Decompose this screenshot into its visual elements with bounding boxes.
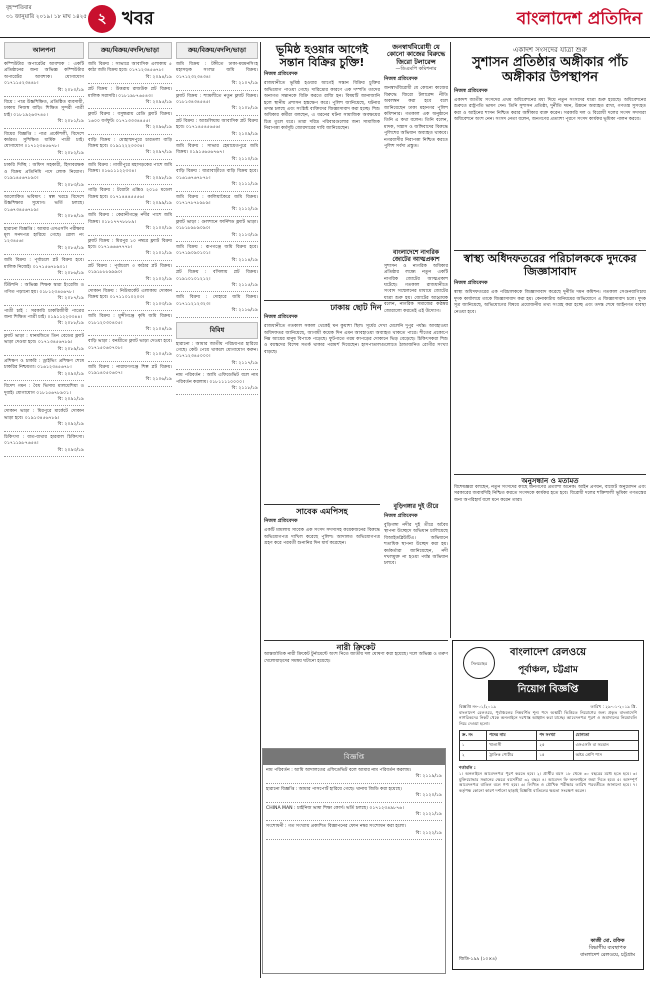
notice-rules: ১। অনলাইনে আবেদনপত্র পূরণ করতে হবে। ২। প্রার্থীর বয়স ১৮ থেকে ৩০ বছরের মধ্যে হতে হবে। ৩। মুক্তিযোদ্ধার সন্তানের ক্ষেত্রে বয়সসীমা ৩২ বছর। ৪। আবেদন ফি অনলাইনে জমা দিতে হবে। ৫। অসম্পূর্ণ আবেদনপত্র বাতিল বলে গণ্য হবে। ৬। লিখিত ও মৌখিক পরীক্ষার তারিখ পরবর্তীতে জানানো হবে। ৭। কর্তৃপক্ষ কোনো কারণ দর্শানো ছাড়াই বিজ্ঞপ্তি বাতিলের ক্ষমতা সংরক্ষণ করেন।	[459, 770, 637, 793]
classified-ad-text: ফ্ল্যাট বিক্রয় : বসুন্ধরায় রেডি ফ্ল্যাট বিক্রয়। ১৬০০ বর্গফুট। ০১৭১৩৩৩৪৪৫৫।	[88, 112, 172, 124]
notice-org: বাংলাদেশ রেলওয়ে	[509, 647, 587, 658]
classified-ad-text: বাড়ি ভাড়া : বনশ্রীতে ফ্ল্যাট ভাড়া দেওয়া হবে। ০১৭১৫০৬০৭০৮।	[88, 339, 172, 351]
story-body: রাজধানীতে গতকাল সকাল থেকেই ঘন কুয়াশা ছিল। সূর্যের দেখা মেলেনি দুপুর পর্যন্ত। আবহাওয়া অধিদফতর জানিয়েছে, আগামী কয়েক দিন এমন আবহাওয়া অব্যাহত থাকতে পারে। শীতের প্রকোপে নিম্ন আয়ের মানুষ বিপাকে পড়েছে। ফুটপাতে গরম কাপড়ের দোকানে ভিড় বেড়েছে। চিকিৎসকরা শিশু ও বয়স্কদের বিশেষ সতর্ক থাকার পরামর্শ দিয়েছেন। হাসপাতালগুলোতে ঠান্ডাজনিত রোগীর সংখ্যা বাড়ছে।	[264, 324, 448, 355]
classified-ad	[88, 365, 172, 387]
classified-ad	[4, 359, 84, 381]
classified-ad	[176, 270, 258, 292]
classified-ad-code: বি: ২০৮৮/১৯	[57, 321, 84, 327]
classified-ad-text: চিকিৎসা : বাত-ব্যথার হারবাল চিকিৎসা। ০১৭১১৯৮৭৬৫৪।	[4, 434, 84, 447]
story-byline: নিজস্ব প্রতিবেদক	[264, 314, 298, 321]
classified-ad-text: আলোকিত ভবিষ্যৎ : স্বল্প খরচে বিদেশে উচ্চশিক্ষার সুযোগ। ভর্তি চলছে। ০১৬৭৩৪৫৬৭৮৯।	[4, 194, 84, 213]
classified-ad-text: হারানো : আমার জাতীয় পরিচয়পত্র হারিয়ে গেছে। কেউ পেয়ে থাকলে যোগাযোগ করুন। ০১৭১২৩৪৫০০০।	[176, 341, 258, 360]
notice-intro: বাংলাদেশ রেলওয়ে, পূর্বাঞ্চলের নিম্নবর্ণিত শূন্য পদে অস্থায়ী ভিত্তিতে নিয়োগের জন্য প্রকৃত বাংলাদেশি নাগরিকদের নিকট থেকে অনলাইনে দরখাস্ত আহ্বান করা যাচ্ছে। আবেদনপত্র পূরণ ও জমাদানের নিয়মাবলি নিচে দেওয়া হলো।	[459, 709, 637, 726]
classified-ad-code: বি: ২১০০/১৯	[145, 226, 172, 232]
notice-table-header: ক্র. নং	[460, 731, 487, 741]
classified-ad	[176, 62, 258, 91]
story-headline: বুড়িগঙ্গার দুই তীরে	[393, 503, 439, 510]
story-body: একাদশ জাতীয় সংসদের প্রথম অধিবেশনের মধ্য দিয়ে নতুন সংসদের যাত্রা শুরু হয়েছে। অধিবেশনের শুরুতে রাষ্ট্রপতি ভাষণ দেন। তিনি সুশাসন প্রতিষ্ঠা, দুর্নীতি দমন, উন্নয়ন অব্যাহত রাখা, গণতন্ত্র সুসংহত করা ও আইনের শাসন নিশ্চিত করার অঙ্গীকার ব্যক্ত করেন। সরকারি দল ও বিরোধী দলের সংসদ সদস্যরা অধিবেশনে অংশ নেন। সংসদ নেতা বলেন, জনগণের প্রত্যাশা পূরণে সংসদ কার্যকর ভূমিকা পালন করবে।	[454, 97, 646, 123]
notice-table-cell: ২	[460, 751, 487, 761]
dateline	[6, 4, 87, 22]
column-divider	[260, 42, 261, 978]
notice-table-cell: এসএসসি বা সমমান	[573, 741, 638, 751]
classified-ad	[266, 787, 442, 803]
classified-ad-text: জমি বিক্রয় : কালিয়াকৈরে জমি বিক্রয়। ০১৭১৭৮৭৮৯৮৯।	[176, 194, 258, 206]
recruitment-notice	[452, 640, 644, 970]
story-byline: নিজস্ব প্রতিবেদক	[454, 87, 488, 94]
classified-ad-text: জমি বিক্রয় : নারায়ণগঞ্জে শিল্প প্লট বিক্রয়। ০১৯১৪০৫০৬০৭।	[88, 364, 172, 377]
classified-ad	[176, 342, 258, 371]
classified-ad	[88, 62, 172, 84]
notice-box	[262, 748, 446, 974]
classifieds-subhead: বিবিধ	[176, 322, 258, 339]
section-title: খবর	[122, 8, 154, 29]
story-body: জনস্বার্থবিরোধী যে কোনো কাজের বিরুদ্ধে জিরো টলারেন্স নীতি অবলম্বন করা হবে বলে জানিয়েছেন ঢাকা মহানগর পুলিশ কমিশনার। গতকাল এক অনুষ্ঠানে তিনি এ কথা বলেন। তিনি বলেন, মাদক, সন্ত্রাস ও জঙ্গিবাদের বিরুদ্ধে পুলিশের অভিযান অব্যাহত থাকবে। নগরবাসীর নিরাপত্তা নিশ্চিত করতে পুলিশ সর্বদা প্রস্তুত।	[384, 86, 448, 150]
classifieds-column-1	[4, 42, 84, 978]
classified-ad-text: পাত্রী চাই : সরকারি চাকরিজীবী পাত্রের জন্য শিক্ষিত পাত্রী চাই। ০১৯১১২২৩৩৪৪।	[4, 308, 84, 320]
classified-ad	[266, 806, 442, 822]
classified-ad-text: বাড়ি বিক্রয় : মোহাম্মদপুরে চারতলা বাড়ি বিক্রয় হবে। ০১৯১২২২৩৩৩৪।	[88, 137, 172, 150]
story-health-acc	[454, 250, 646, 470]
notice-org-sub: পূর্বাঞ্চল, চট্টগ্রাম	[518, 665, 578, 675]
classified-ad-code: বি: ২১১২/১৯	[231, 207, 258, 213]
classifieds-head: ক্রয়/বিক্রয়/বদলি/ভাড়া	[88, 42, 172, 59]
classified-ad-text: বাড়ি বিক্রয় : যাত্রাবাড়ীতে বাড়ি বিক্রয় হবে। ০১৬১৬৭৬৭৮৭৮।	[176, 169, 258, 181]
classified-ad-text: প্লট বিক্রয় : পূর্বাচলে ৩ কাঠার প্লট বিক্রয়। ০১৯১৮৮৮৯৯৯০।	[88, 263, 172, 276]
sign-title: বিভাগীয় ব্যবস্থাপক	[588, 945, 627, 951]
notice-table	[459, 730, 639, 761]
story-citizen-alliance	[384, 249, 448, 314]
classified-ad-text: টিউশনি : অভিজ্ঞ শিক্ষক দ্বারা ইংরেজি ও গণিত পড়ানো হয়। ০১৮১২৩৪৫৬৭৮।	[4, 283, 84, 295]
classified-ad-text: কম্পিউটার অপারেটর আবশ্যক : একটি প্রতিষ্ঠানের জন্য অভিজ্ঞ কম্পিউটার অপারেটর আবশ্যক। যোগাযোগ ০১৭১১৫২৩৪৪৮।	[4, 62, 84, 87]
classified-ad	[176, 195, 258, 217]
classified-ad-code: বি: ২১০৮/১৯	[231, 106, 258, 112]
classified-ad-text: প্রশিক্ষণ ও চাকরি : ড্রাইভিং প্রশিক্ষণ শেষে চাকরির নিশ্চয়তা। ০১৬১২৩৪৫৬৭৮।	[4, 359, 84, 371]
classified-ad	[88, 163, 172, 185]
classified-ad	[4, 227, 84, 256]
story-cricket	[264, 640, 448, 744]
notice-ref: বিজ্ঞপ্তি নং-০১/২০১৯	[459, 704, 497, 709]
story-body: বিশেষজ্ঞরা বলছেন, নতুন সংসদের কাছে জনগণের প্রত্যাশা অনেক। আইন প্রণয়ন, বাজেট অনুমোদন এবং সরকারের জবাবদিহি নিশ্চিত করতে সংসদকে কার্যকর হতে হবে। বিরোধী দলের শক্তিশালী ভূমিকা গণতন্ত্রের জন্য অপরিহার্য বলে মনে করেন তারা।	[454, 485, 646, 503]
classified-ad-text: CHINA MAN : চাইনিজ ভাষা শিক্ষা কোর্স। ভর্তি চলছে। ০১৭১২৩৪৯৮৭৬।	[266, 805, 404, 811]
classified-ad-text: হারানো বিজ্ঞপ্তি : আমার পাসপোর্ট হারিয়ে গেছে। থানায় জিডি করা হয়েছে।	[266, 786, 402, 792]
notice-box-head: বিজ্ঞপ্তি	[263, 749, 445, 765]
classified-ad-code: বি: ২১০৯/১৯	[231, 131, 258, 137]
classified-ad-code: বি: ২০৮৯/১৯	[57, 346, 84, 352]
story-body: বুড়িগঙ্গা নদীর দুই তীরে অবৈধ স্থাপনা উচ্ছেদে অভিযান চালিয়েছে বিআইডব্লিউটিএ। অভিযানে শতাধিক স্থাপনা উচ্ছেদ করা হয়। কর্মকর্তারা জানিয়েছেন, নদী দখলমুক্ত না হওয়া পর্যন্ত অভিযান চলবে।	[384, 522, 448, 567]
classified-ad-code: বি: ২০৮০/১৯	[57, 87, 84, 93]
classified-ad	[4, 409, 84, 431]
classified-ad-text: প্লট বিক্রয় : বসিলায় প্লট বিক্রয়। ০১৯১০১০১২১২।	[176, 270, 258, 282]
classified-ad-code: বি: ২১০৬/১৯	[145, 377, 172, 383]
classified-ad-text: ফ্ল্যাট বিক্রয় : মিরপুর ১০ নম্বরে ফ্ল্যাট বিক্রয় হবে। ০১৭১৬৬৬৭৭৭৮।	[88, 238, 172, 250]
classified-ad-code: বি: ২১২০/১৯	[415, 793, 442, 799]
classified-ad	[4, 435, 84, 457]
notice-table-cell: ২৫	[537, 741, 573, 751]
story-body: রাজধানীতে ভূমিষ্ঠ হওয়ার আগেই সন্তান বিক্রির চুক্তির অভিযোগ পাওয়া গেছে। দারিদ্র্যের কারণে এক দম্পতি তাদের অনাগত সন্তানকে বিক্রি করতে রাজি হন। বিষয়টি জানাজানি হলে স্থানীয় প্রশাসন হস্তক্ষেপ করে। পুলিশ জানিয়েছে, ঘটনার তদন্ত চলছে এবং সংশ্লিষ্ট ব্যক্তিদের জিজ্ঞাসাবাদ করা হচ্ছে। শিশু অধিকার কর্মীরা বলছেন, এ ধরনের ঘটনা সামাজিক অবক্ষয়ের চিত্র তুলে ধরে। তারা দরিদ্র পরিবারগুলোর জন্য সামাজিক নিরাপত্তা কর্মসূচি জোরদারের দাবি জানিয়েছেন।	[264, 81, 380, 132]
classifieds-column-2	[88, 42, 172, 978]
classifieds-column-3	[176, 42, 258, 978]
classified-ad-text: গাড়ি বিক্রয় : টয়োটা এক্সিও ২০১৫ মডেল বিক্রয় হবে। ০১৭১৪৪৪৫৫৫৬।	[88, 188, 172, 200]
notice-table-row	[460, 741, 639, 751]
classified-ad-code: বি: ২১২২/১৯	[415, 830, 442, 836]
notice-rules-head: শর্তাবলি :	[459, 765, 476, 771]
notice-table-row	[460, 751, 639, 761]
classified-ad-text: জমি বিক্রয় : গাজীপুরে মহাসড়কের পাশে জমি বিক্রয়। ০১৬১১১২২৩৩৪।	[88, 162, 172, 175]
classified-ad	[176, 295, 258, 317]
notice-table-cell: ১	[460, 741, 487, 751]
notice-code: জিডি-১৯৯ (১০×৪)	[459, 957, 497, 962]
classified-ad-text: জমি বিক্রয় : সাভারে আবাসিক এলাকায় ৫ কাঠা জমি বিক্রয় হবে। ০১৭১২৩৪৫৬৭৮।	[88, 62, 172, 74]
classified-ad-code: বি: ২০৯১/১৯	[57, 397, 84, 403]
classified-ad-text: জমি বিক্রয় : টঙ্গীতে ঢাকা-ময়মনসিংহ মহাসড়ক সংলগ্ন জমি বিক্রয়। ০১৭১২৩২৩৪৩৪।	[176, 62, 258, 80]
classified-ad-code: বি: ২০৮৭/১৯	[57, 296, 84, 302]
classified-ad-text: বিয়ের বিজ্ঞপ্তি : পাত্র প্রকৌশলী, বিদেশে কর্মরত। সুশিক্ষিত ধার্মিক পাত্রী চাই। যোগাযোগ ০১৭১২৩৪৫৬৭৮।	[4, 131, 84, 150]
classified-ad-code: বি: ২১০৫/১৯	[145, 352, 172, 358]
classified-ad	[266, 824, 442, 840]
classified-ad-text: দোকান ভাড়া : মিরপুরে মার্কেটে দোকান ভাড়া হবে। ০১৯১৩৪৫৬৭৮৯।	[4, 409, 84, 421]
classified-ad	[88, 264, 172, 286]
story-body: স্বাস্থ্য অধিদফতরের এক পরিচালককে জিজ্ঞাসাবাদ করেছে দুর্নীতি দমন কমিশন। গতকাল সেগুনবাগিচায় দুদক কার্যালয়ে তাকে জিজ্ঞাসাবাদ করা হয়। কেনাকাটায় অনিয়মের অভিযোগে এ জিজ্ঞাসাবাদ চলে। দুদক সূত্র জানিয়েছে, অভিযোগের বিষয়ে প্রয়োজনীয় তথ্য সংগ্রহ করা হচ্ছে এবং তদন্ত শেষে আইনগত ব্যবস্থা নেওয়া হবে।	[454, 290, 646, 315]
classified-ad	[266, 768, 442, 784]
classified-ad-code: বি: ২১১৫/১৯	[231, 282, 258, 288]
story-byline: নিজস্ব প্রতিবেদক	[384, 76, 418, 83]
classified-ad	[4, 283, 84, 305]
classified-ad-code: বি: ২০৯৪/১৯	[145, 74, 172, 80]
classified-ad-code: বি: ২১১৩/১৯	[231, 232, 258, 238]
classified-ad-text: জমি বিক্রয় : দোহারে জমি বিক্রয়। ০১৭১১২১২৩২৩।	[176, 295, 258, 307]
classified-ad-code: বি: ২১২১/১৯	[415, 812, 442, 818]
classified-ad-text: হারানো বিজ্ঞপ্তি : আমার এসএসসি পরীক্ষার মূল সনদপত্র হারিয়ে গেছে। রোল নং ১২৩৪৫৬।	[4, 226, 84, 245]
story-body: একটি মামলায় সাবেক এক সংসদ সদস্যসহ কয়েকজনের বিরুদ্ধে অভিযোগপত্র দাখিল করেছে পুলিশ। আদালত অভিযোগপত্র গ্রহণ করে পরবর্তী শুনানির দিন ধার্য করেছেন।	[264, 528, 380, 546]
classified-ad-code: বি: ২০৮৪/১৯	[57, 214, 84, 220]
sign-org: বাংলাদেশ রেলওয়ে, চট্টগ্রাম	[580, 952, 635, 958]
classified-ad-code: বি: ২০৮২/১৯	[57, 150, 84, 156]
classified-ad-code: বি: ২০৮৩/১৯	[57, 182, 84, 188]
story-body: সুশাসন ও নাগরিক অধিকার প্রতিষ্ঠার লক্ষ্যে নতুন একটি নাগরিক জোটের আত্মপ্রকাশ ঘটেছে। গতকাল রাজধানীতে সংবাদ সম্মেলনের মাধ্যমে জোটের যাত্রা শুরু হয়। জোটের আহ্বায়ক বলেন, নাগরিক সমাজের কণ্ঠস্বর জোরালো করতেই এই উদ্যোগ।	[384, 263, 448, 314]
classified-ad-code: বি: ২১১৪/১৯	[231, 257, 258, 263]
notice-date: তারিখ : ২৯-০১-২০১৯ খ্রি.	[590, 704, 637, 709]
classified-ad	[176, 169, 258, 191]
classified-ad-text: জমি বিক্রয় : মুন্সীগঞ্জে কৃষি জমি বিক্রয়। ০১৮১২০৩০৪০৫।	[88, 314, 172, 326]
story-body: আন্তর্জাতিক নারী ক্রিকেট টুর্নামেন্টে অংশ নিতে জাতীয় দল ঘোষণা করা হয়েছে। দলে অভিজ্ঞ ও তরুণ খেলোয়াড়দের সমন্বয় ঘটানো হয়েছে।	[264, 652, 448, 664]
story-headline: জনস্বার্থবিরোধী যে কোনো কাজের বিরুদ্ধে জিরো টলারেন্স	[386, 43, 446, 66]
story-headline: সুশাসন প্রতিষ্ঠার অঙ্গীকার পাঁচ অঙ্গীকার উপস্থাপন	[472, 55, 628, 85]
classified-ad-text: সংশোধনী : গত সংখ্যায় প্রকাশিত বিজ্ঞাপনের ফোন নম্বর সংশোধন করা হলো।	[266, 824, 407, 830]
story-child-sale	[264, 44, 380, 294]
classified-ad-text: জমি বিক্রয় : রূপগঞ্জে জমি বিক্রয় হবে। ০১৭১৯০৯০১০১।	[176, 244, 258, 257]
classified-ad-text: প্লট বিক্রয় : আশুলিয়ায় আবাসিক প্লট বিক্রয় হবে। ০১৭১৪৫৪৫৬৫৬।	[176, 118, 258, 131]
story-byline: নিজস্ব প্রতিবেদক	[264, 71, 298, 78]
story-kicker: একাদশ সংসদের যাত্রা শুরু	[513, 46, 587, 54]
classified-ad-code: বি: ২০৯৫/১৯	[145, 100, 172, 106]
classified-ad	[176, 144, 258, 166]
story-parliament	[454, 44, 646, 244]
story-headline: অনুসন্ধান ও মতামত	[521, 477, 579, 485]
classified-ad-code: বি: ২১০৭/১৯	[231, 81, 258, 87]
classified-ad-text: জমি বিক্রয় : পূর্বাচলে প্লট বিক্রয় হবে। মালিক নিজেই। ০১৭১৫৬৭৮৯০১।	[4, 258, 84, 270]
classified-ad-text: ফ্ল্যাট ভাড়া : ধানমন্ডিতে তিন বেডের ফ্ল্যাট ভাড়া দেওয়া হবে। ০১৭১৩৪৫৬৭৮৯।	[4, 333, 84, 346]
classified-ad-code: বি: ২০৯৭/১৯	[145, 150, 172, 156]
classified-ad-text: প্লট বিক্রয় : উত্তরায় রাজউক প্লট বিক্রয়। মালিক সরাসরি। ০১৮১৯৮৭৬৫৪৩।	[88, 87, 172, 99]
dateline-date: ৩১ জানুয়ারি ২০১৯। ১৮ মাঘ ১৪২৫	[6, 14, 87, 20]
classified-ad	[4, 62, 84, 97]
notice-table-header: যোগ্যতা	[573, 731, 638, 741]
classified-ad-text: নাম পরিবর্তন : আমি আদালতের এফিডেভিট বলে আমার নাম পরিবর্তন করলাম।	[266, 768, 412, 773]
story-buriganga	[384, 504, 448, 634]
classified-ad-code: বি: ২১১৯/১৯	[415, 774, 442, 780]
classified-ad-code: বি: ২০৯৮/১৯	[145, 175, 172, 181]
story-byline: নিজস্ব প্রতিবেদক	[264, 518, 298, 525]
notice-table-cell: অষ্টম শ্রেণি পাস	[573, 751, 638, 761]
classified-ad-code: বি: ২০৯৬/১৯	[145, 125, 172, 131]
story-headline: নারী ক্রিকেট	[336, 643, 376, 652]
classified-ad	[4, 334, 84, 356]
classified-ad-text: দোকান বিক্রয় : নিউমার্কেট এলাকায় দোকান বিক্রয় হবে। ০১৭১১০১০২০৩।	[88, 288, 172, 301]
classified-ad	[4, 132, 84, 161]
notice-table-cell: ট্রাফিক পোর্টার	[487, 751, 537, 761]
story-headline: ঢাকায় ছোট দিন	[330, 303, 382, 312]
story-analysis	[454, 474, 646, 634]
classified-ad-code: বি: ২১১৮/১৯	[231, 386, 258, 392]
classified-ad-text: বিয়ে : পাত্র উচ্চশিক্ষিত, প্রতিষ্ঠিত ব্যবসায়ী, ঢাকায় নিজস্ব বাড়ি। শিক্ষিত সুন্দরী পাত্রী চাই। ০১৮১৯২৬৩৭৪৫।	[4, 100, 84, 118]
classified-ad-text: নাম পরিবর্তন : আমি এফিডেভিট বলে নাম পরিবর্তন করলাম। ০১৮১১১১০০০০।	[176, 373, 258, 385]
classified-ad-code: বি: ২০৮৫/১৯	[57, 245, 84, 251]
classified-ad-code: বি: ২১১১/১৯	[231, 182, 258, 188]
story-ex-mp	[264, 504, 380, 634]
classified-ad	[88, 314, 172, 336]
classified-ad-code: বি: ২১০৩/১৯	[145, 301, 172, 307]
classified-ad	[88, 138, 172, 160]
story-headline: সাবেক এমপিসহ	[296, 507, 348, 516]
notice-table-header: পদের নাম	[487, 731, 537, 741]
classified-ad	[88, 112, 172, 134]
classified-ad	[4, 309, 84, 331]
classified-ad	[4, 195, 84, 224]
classified-ad-code: বি: ২০৯৩/১৯	[57, 447, 84, 453]
story-headline: স্বাস্থ্য অধিদফতরের পরিচালককে দুদকের জিজ্ঞাসাবাদ	[463, 252, 637, 278]
classified-ad	[88, 289, 172, 311]
classified-ad	[88, 339, 172, 361]
classified-ad-text: জমি বিক্রয় : কেরানীগঞ্জে নদীর পাশে জমি বিক্রয়। ০১৮১৭৭৭৮৮৮৯।	[88, 213, 172, 225]
classified-ad-code: বি: ২০৮৬/১৯	[57, 270, 84, 276]
classified-ad-code: বি: ২১১৭/১৯	[231, 360, 258, 366]
notice-title: নিয়োগ বিজ্ঞপ্তি	[488, 680, 608, 701]
classified-ad	[176, 119, 258, 141]
classified-ad-text: ফ্ল্যাট বিক্রয় : শ্যামলীতে নতুন ফ্ল্যাট বিক্রয়। ০১৮১৩৪৩৪৫৪৫।	[176, 93, 258, 106]
classified-ad-text: জমি বিক্রয় : সাভার হেমায়েতপুরে জমি বিক্রয়। ০১৯১৫৬৫৬৭৬৭।	[176, 144, 258, 156]
classified-ad-code: বি: ২১০১/১৯	[145, 251, 172, 257]
column-divider	[450, 42, 451, 638]
story-byline: নিজস্ব প্রতিবেদক	[454, 280, 488, 287]
story-subhead: —ডিএমপি কমিশনার	[395, 66, 437, 73]
classified-ad	[4, 163, 84, 192]
classified-ad-code: বি: ২১১০/১৯	[231, 156, 258, 162]
classified-ad	[176, 245, 258, 267]
newspaper-logo: বাংলাদেশ প্রতিদিন	[516, 9, 642, 29]
classified-ad	[176, 220, 258, 242]
classifieds-head: ক্রয়/বিক্রয়/বদলি/ভাড়া	[176, 42, 258, 59]
classified-ad-code: বি: ২১১৬/১৯	[231, 308, 258, 314]
classified-ad	[88, 87, 172, 109]
notice-table-cell: ১৫	[537, 751, 573, 761]
story-headline: ভূমিষ্ঠ হওয়ার আগেই সন্তান বিক্রির চুক্তি!	[275, 43, 369, 69]
classified-ad	[176, 94, 258, 116]
classified-ad-text: চাকরি দিচ্ছি : অফিস সহকারী, হিসাবরক্ষক ও বিক্রয় প্রতিনিধি পদে লোক নিয়োগ। ০১৯১৪৫৬৭৮৯০।	[4, 163, 84, 182]
notice-table-cell: খালাসী	[487, 741, 537, 751]
classified-ad	[4, 384, 84, 406]
classified-ad-text: ফ্ল্যাট ভাড়া : গুলশানে ফার্নিশড ফ্ল্যাট ভাড়া। ০১৮১৮৯৮৯০৯০।	[176, 219, 258, 232]
notice-table-header: পদ সংখ্যা	[537, 731, 573, 741]
classified-ad-code: বি: ২১০২/১৯	[145, 276, 172, 282]
classified-ad-text: বিদেশ গমন : বৈধ ভিসায় মালয়েশিয়া ও দুবাই। যোগাযোগ ০১৮১৫৬৭৮৯০১।	[4, 384, 84, 396]
classified-ad-code: বি: ২১০৪/১৯	[145, 327, 172, 332]
classified-ad	[88, 239, 172, 261]
dateline-day: বৃহস্পতিবার	[6, 5, 32, 11]
classified-ad	[88, 213, 172, 235]
story-fog	[264, 300, 448, 500]
classifieds-head: আলপনা	[4, 42, 84, 59]
page-number-badge: ২	[88, 5, 116, 33]
story-byline: নিজস্ব প্রতিবেদক	[384, 512, 418, 519]
classified-ad-code: বি: ২০৯৯/১৯	[145, 200, 172, 206]
story-headline: বাংলাদেশে নাগরিক জোটের আত্মপ্রকাশ	[392, 249, 440, 263]
railway-seal-icon: সিলমোহর	[463, 647, 495, 679]
page-header	[0, 0, 650, 38]
classified-ad	[176, 373, 258, 395]
notice-signature	[580, 938, 635, 959]
sign-name: কাজী মো. রফিক	[590, 938, 625, 944]
classified-ad-code: বি: ২০৯২/১৯	[57, 422, 84, 428]
classified-ad	[88, 188, 172, 210]
classified-ad-code: বি: ২০৮১/১৯	[57, 119, 84, 125]
classified-ad	[4, 100, 84, 129]
classified-ad	[4, 258, 84, 280]
classified-ad-code: বি: ২০৯০/১৯	[57, 371, 84, 377]
